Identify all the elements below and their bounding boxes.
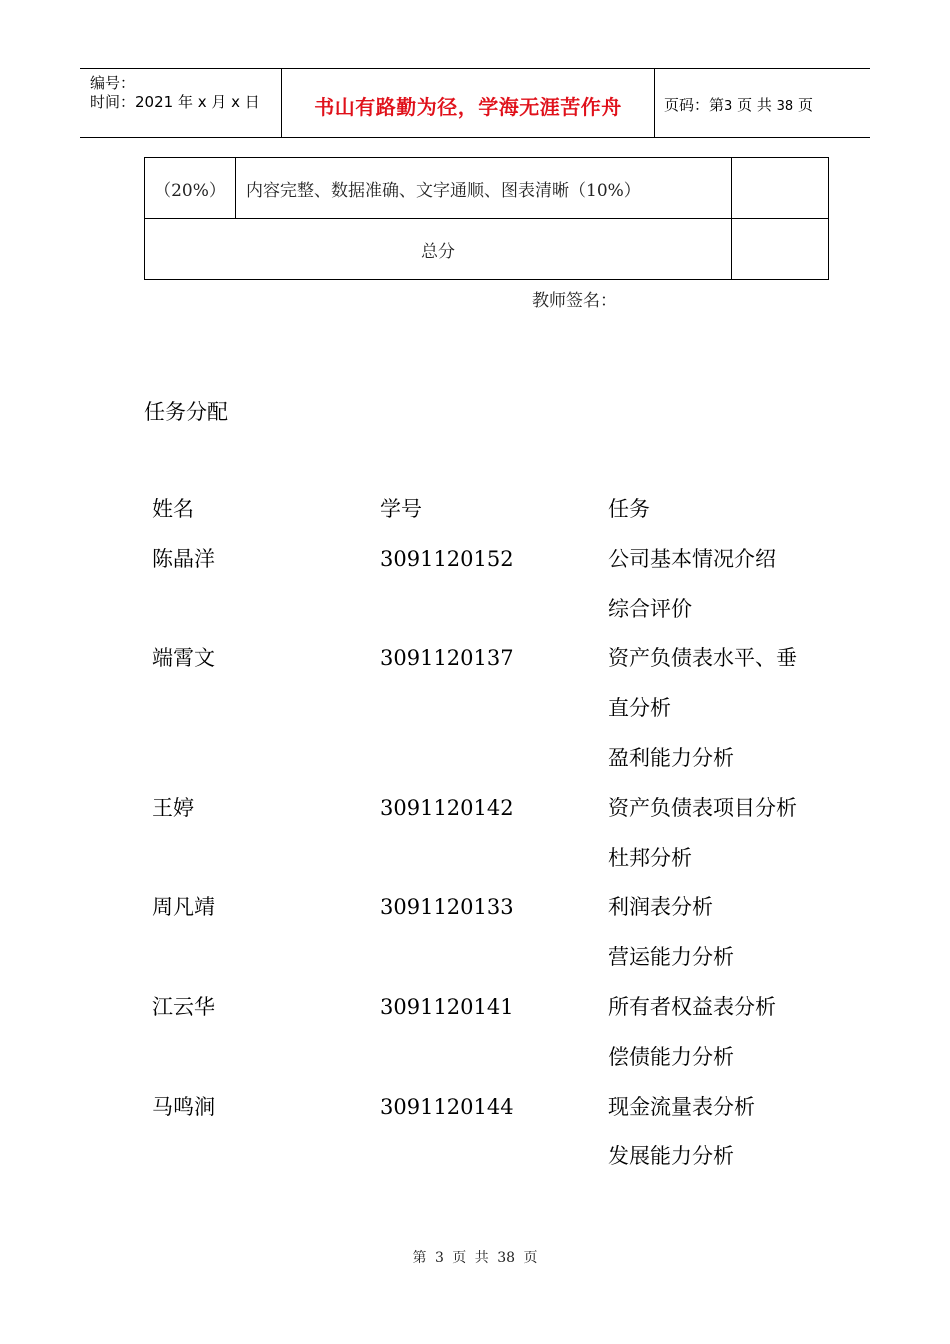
header-number-label: 编号： <box>90 74 136 92</box>
member-name: 江云华 <box>152 994 215 1019</box>
table-row <box>152 1083 852 1183</box>
header-name: 姓名 <box>152 497 194 521</box>
header-right-cell <box>654 69 870 137</box>
score-total-points-cell <box>732 219 829 280</box>
section-title: 任务分配 <box>144 400 228 424</box>
member-name: 端霄文 <box>152 646 215 671</box>
table-row <box>152 535 852 635</box>
task-item: 偿债能力分析 <box>608 1044 734 1069</box>
task-item: 盈利能力分析 <box>608 745 734 770</box>
task-item: 公司基本情况介绍 <box>608 546 776 571</box>
task-table-header <box>152 485 852 535</box>
score-weight-cell: （20%） <box>145 158 236 219</box>
page-suffix: 页 <box>797 96 813 114</box>
task-item: 所有者权益表分析 <box>608 994 776 1019</box>
task-table <box>152 485 852 1182</box>
table-row <box>152 784 852 884</box>
page-footer: 第 3 页 共 38 页 <box>412 1250 538 1266</box>
page-mid: 页 共 <box>737 96 772 114</box>
page-current: 3 <box>724 99 733 114</box>
score-criterion-cell: 内容完整、数据准确、文字通顺、图表清晰（10%） <box>236 158 732 219</box>
member-id: 3091120142 <box>380 795 514 820</box>
page-prefix: 页码：第 <box>664 96 725 114</box>
task-item: 资产负债表项目分析 <box>608 795 797 820</box>
task-item: 综合评价 <box>608 596 692 621</box>
header-task: 任务 <box>608 497 650 521</box>
task-item: 现金流量表分析 <box>608 1094 755 1119</box>
member-name: 陈晶洋 <box>152 546 215 571</box>
member-id: 3091120133 <box>380 895 514 920</box>
header-left-cell <box>80 69 280 137</box>
member-tasks <box>608 983 852 1083</box>
header-motto: 书山有路勤为径，学海无涯苦作舟 <box>314 95 622 119</box>
member-id: 3091120152 <box>380 546 514 571</box>
member-id: 3091120141 <box>380 994 514 1019</box>
member-name: 王婷 <box>152 795 194 820</box>
task-item: 利润表分析 <box>608 895 713 920</box>
member-id: 3091120144 <box>380 1094 514 1119</box>
task-item: 杜邦分析 <box>608 845 692 870</box>
score-points-cell <box>732 158 829 219</box>
table-row <box>152 883 852 983</box>
task-item: 营运能力分析 <box>608 945 734 970</box>
member-tasks <box>608 883 852 983</box>
header-page-info <box>664 94 813 115</box>
member-name: 周凡靖 <box>152 895 215 920</box>
header-id: 学号 <box>380 497 422 521</box>
member-tasks <box>608 535 852 635</box>
member-id: 3091120137 <box>380 646 514 671</box>
page-total: 38 <box>776 99 794 114</box>
score-total-label: 总分 <box>145 219 732 280</box>
page-header <box>80 68 870 138</box>
table-row <box>152 983 852 1083</box>
table-row <box>152 634 852 783</box>
member-tasks <box>608 1083 852 1183</box>
task-item: 资产负债表水平、垂 <box>608 646 797 671</box>
score-table <box>144 157 829 280</box>
member-name: 马鸣涧 <box>152 1094 215 1119</box>
header-time-label: 时间：2021 年 x 月 x 日 <box>90 93 260 111</box>
header-center-cell <box>281 69 655 137</box>
task-item: 发展能力分析 <box>608 1144 734 1169</box>
member-tasks <box>608 634 852 783</box>
score-row <box>145 158 829 219</box>
task-item: 直分析 <box>608 696 671 721</box>
teacher-signature-label: 教师签名： <box>532 291 617 311</box>
member-tasks <box>608 784 852 884</box>
score-total-row <box>145 219 829 280</box>
